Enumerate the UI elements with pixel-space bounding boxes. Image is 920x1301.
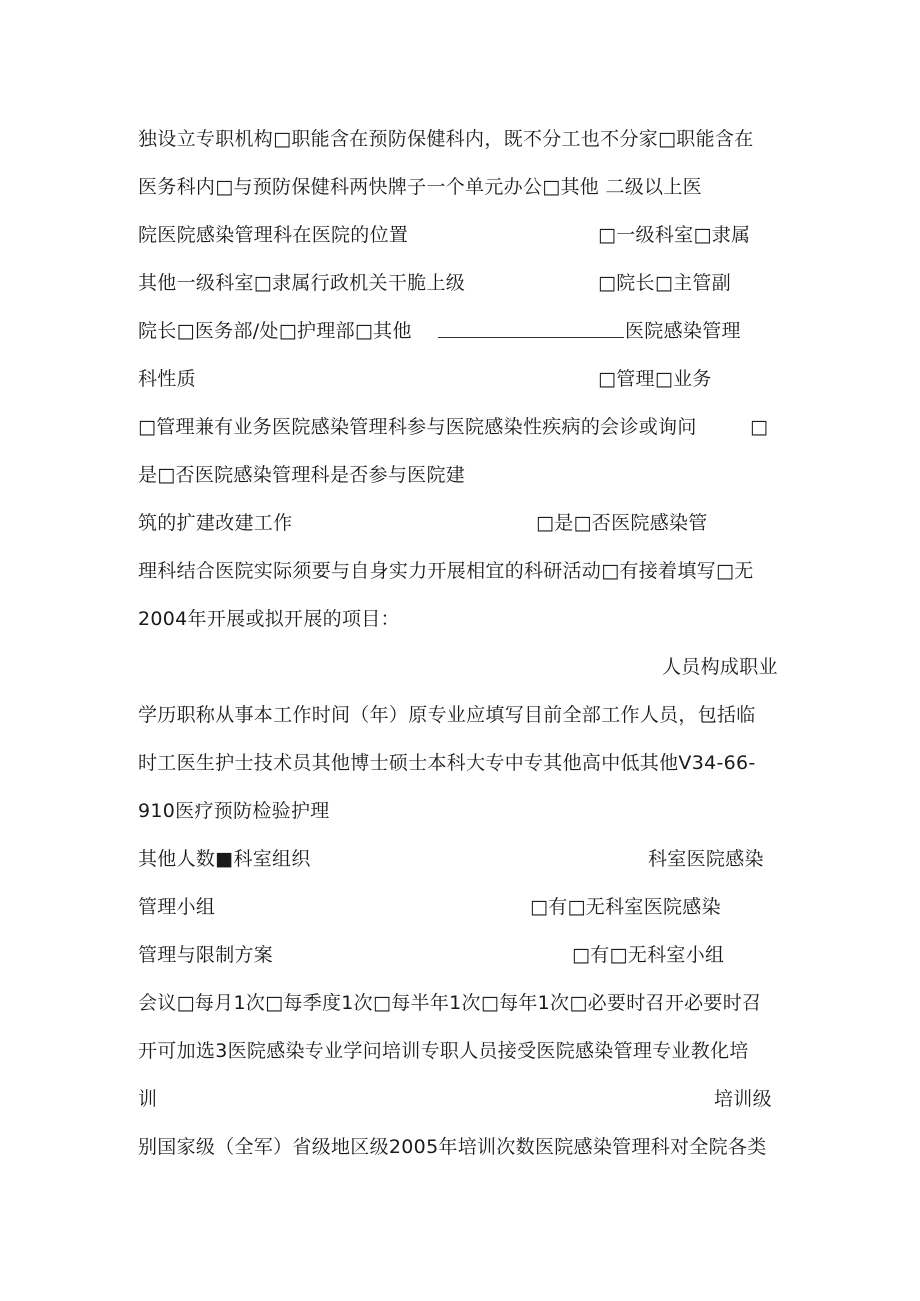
- text-line-12: [662, 655, 778, 679]
- text-line-8: [138, 463, 465, 487]
- line-4-right-text: □院长□主管副: [598, 272, 732, 294]
- line-13-text: 学历职称从事本工作时间（年）原专业应填写目前全部工作人员，包括临: [138, 704, 756, 726]
- text-line-15: [138, 799, 330, 823]
- text-line-19: [138, 991, 761, 1015]
- line-6-left-text: 科性质: [138, 368, 196, 390]
- text-line-1: [138, 127, 754, 151]
- line-18-left-text: 管理与限制方案: [138, 944, 274, 966]
- line-21-left-text: 训: [138, 1088, 158, 1110]
- line-1-text: 独设立专职机构□职能含在预防保健科内，既不分工也不分家□职能含在: [138, 128, 754, 150]
- line-3-left-text: 院医院感染管理科在医院的位置: [138, 224, 409, 246]
- line-9-right-text: □是□否医院感染管: [536, 512, 708, 534]
- line-3-right-text: □一级科室□隶属: [598, 224, 751, 246]
- text-line-11: [138, 607, 400, 631]
- line-6-right-text: □管理□业务: [598, 368, 712, 390]
- line-16-right-text: 科室医院感染: [648, 848, 764, 870]
- line-14-text: 时工医生护士技术员其他博士硕士本科大专中专其他高中低其他V34-66-: [138, 752, 756, 774]
- line-20-text: 开可加选3医院感染专业学问培训专职人员接受医院感染管理专业教化培: [138, 1040, 749, 1062]
- fill-in-blank: [436, 319, 626, 344]
- line-12-text: 人员构成职业: [662, 656, 778, 678]
- text-line-14: [138, 751, 756, 775]
- line-15-text: 910医疗预防检验护理: [138, 800, 330, 822]
- line-22-text: 别国家级（全军）省级地区级2005年培训次数医院感染管理科对全院各类: [138, 1136, 767, 1158]
- text-line-22: [138, 1135, 767, 1159]
- line-7-right-text: □: [750, 416, 769, 438]
- text-line-13: [138, 703, 756, 727]
- line-9-left-text: 筑的扩建改建工作: [138, 512, 293, 534]
- line-16-left-text: 其他人数■科室组织: [138, 848, 311, 870]
- text-line-2: [138, 175, 702, 199]
- line-19-text: 会议□每月1次□每季度1次□每半年1次□每年1次□必要时召开必要时召: [138, 992, 762, 1014]
- line-21-right-text: 培训级: [714, 1088, 772, 1110]
- line-8-text: 是□否医院感染管理科是否参与医院建: [138, 464, 466, 486]
- line-2-text: 医务科内□与预防保健科两快牌子一个单元办公□其他 二级以上医: [138, 176, 702, 198]
- line-7-left-text: □管理兼有业务医院感染管理科参与医院感染性疾病的会诊或询问: [138, 416, 697, 438]
- line-17-left-text: 管理小组: [138, 896, 216, 918]
- line-11-text: 2004年开展或拟开展的项目：: [138, 608, 400, 630]
- line-18-right-text: □有□无科室小组: [572, 944, 725, 966]
- line-5-right-text: 医院感染管理: [625, 320, 741, 342]
- line-5-left-text: 院长□医务部/处□护理部□其他: [138, 320, 412, 342]
- line-10-text: 理科结合医院实际须要与自身实力开展相宜的科研活动□有接着填写□无: [138, 560, 754, 582]
- text-line-10: [138, 559, 754, 583]
- line-4-left-text: 其他一级科室□隶属行政机关干脆上级: [138, 272, 466, 294]
- line-17-right-text: □有□无科室医院感染: [530, 896, 721, 918]
- text-line-20: [138, 1039, 749, 1063]
